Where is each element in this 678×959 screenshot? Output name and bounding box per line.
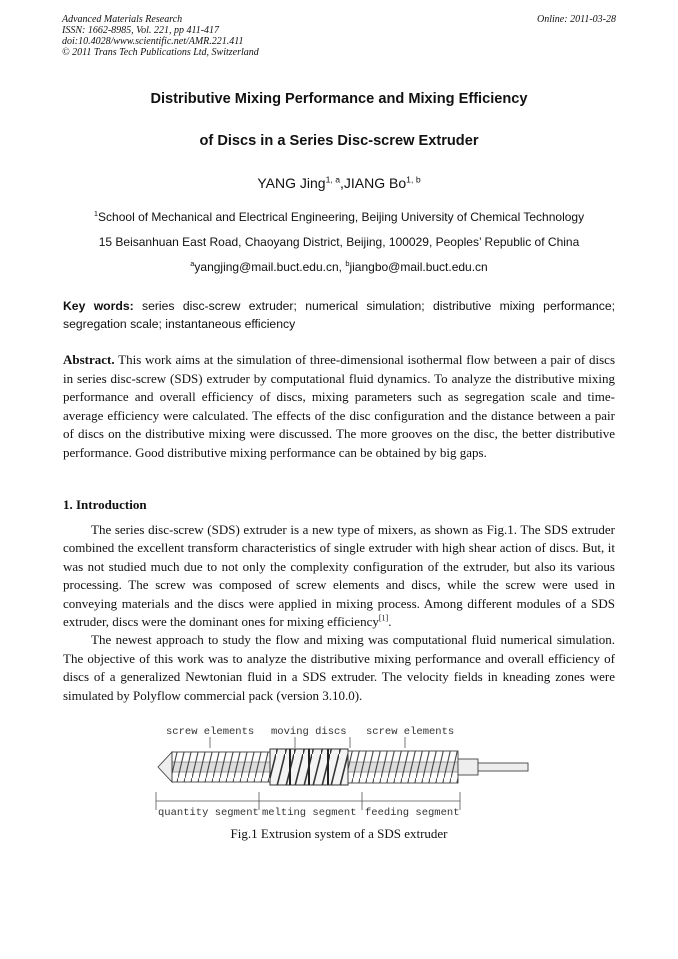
- email-a[interactable]: yangjing@mail.buct.edu.cn,: [194, 260, 346, 274]
- label-screw-elements-left: screw elements: [166, 726, 255, 738]
- label-melting-segment: melting segment: [262, 807, 357, 818]
- doi-line: doi:10.4028/www.scientific.net/AMR.221.411: [62, 36, 244, 47]
- section-heading-introduction: 1. Introduction: [63, 497, 147, 512]
- keywords: [63, 297, 615, 333]
- affiliation-line-1: [0, 210, 678, 224]
- citation-ref-1[interactable]: [1]: [378, 613, 389, 623]
- author-2-name: JIANG Bo: [343, 175, 407, 191]
- author-line: [0, 175, 678, 191]
- abstract-text: This work aims at the simulation of three-dimensional isothermal flow between a pair of discs in series disc-screw (SDS) extruder by computational fluid dynamics. To analyze the distributive mixing performance and overall efficiency of discs, mixing parameters such as segregation scale and time-average efficiency were calculated. The effects of the disc configuration and the distance between a pair of discs on the distributive mixing were discussed. The more grooves on the disc, the better distributive performance. Good distributive mixing performance can be obtained by big gaps.: [63, 352, 615, 460]
- intro-paragraph-1: [63, 521, 615, 631]
- label-moving-discs: moving discs: [271, 726, 347, 738]
- email-line: [0, 260, 678, 274]
- issn-line: ISSN: 1662-8985, Vol. 221, pp 411-417: [62, 25, 220, 36]
- paper-title-line-1: Distributive Mixing Performance and Mixing Efficiency: [150, 91, 528, 107]
- intro-p1-text: The series disc-screw (SDS) extruder is a new type of mixers, as shown as Fig.1. The SDS extruder combined the excellent transform characteristics of single extruder with high shear action of discs. But, it was not studied much due to not only the complexity configuration of the extruder, but also its various processing. The screw was composed of screw elements and discs, while the screw were used in conveying materials and the discs were applied in mixing process. Among different modules of a SDS extruder, discs were the dominant ones for mixing efficiency: [63, 522, 615, 630]
- copyright-line: © 2011 Trans Tech Publications Ltd, Switzerland: [62, 47, 259, 58]
- keywords-text: series disc-screw extruder; numerical simulation; distributive mixing performance; segregation scale; instantaneous efficiency: [63, 299, 615, 331]
- label-screw-elements-right: screw elements: [366, 726, 455, 738]
- extruder-drawing: [150, 718, 540, 818]
- abstract: [63, 351, 615, 463]
- figure-1: [150, 718, 540, 818]
- journal-metadata: [62, 14, 259, 58]
- intro-p1-end: .: [388, 614, 392, 630]
- introduction-body: [63, 521, 615, 705]
- label-quantity-segment: quantity segment: [158, 807, 259, 818]
- figure-1-caption: Fig.1 Extrusion system of a SDS extruder: [230, 826, 448, 841]
- email-b[interactable]: jiangbo@mail.buct.edu.cn: [349, 260, 488, 274]
- author-1-name: YANG Jing: [257, 175, 326, 191]
- paper-title-line-2: of Discs in a Series Disc-screw Extruder: [199, 133, 479, 149]
- affiliation-sup: 1: [93, 209, 99, 218]
- label-feeding-segment: feeding segment: [365, 807, 460, 818]
- email-b-sup: b: [345, 259, 350, 268]
- email-a-sup: a: [190, 259, 195, 268]
- affiliation-line-2: 15 Beisanhuan East Road, Chaoyang District, Beijing, 100029, Peoples’ Republic of China: [98, 235, 580, 249]
- affiliation-text-1: School of Mechanical and Electrical Engineering, Beijing University of Chemical Technology: [98, 210, 585, 224]
- author-2-sup: 1, b: [406, 174, 421, 185]
- abstract-label: Abstract.: [63, 352, 115, 367]
- keywords-label: Key words:: [63, 299, 134, 313]
- author-1-sup: 1, a: [325, 174, 341, 185]
- journal-name: Advanced Materials Research: [62, 14, 183, 25]
- online-date: Online: 2011-03-28: [537, 14, 616, 25]
- intro-paragraph-2: The newest approach to study the flow and mixing was computational fluid numerical simulation. The objective of this work was to analyze the distributive mixing performance and overall efficiency of discs of a generalized Newtonian fluid in a SDS extruder. The velocity fields in kneading zones were simulated by Polyflow commercial pack (version 3.10.0).: [63, 632, 615, 703]
- author-separator: ,: [340, 175, 344, 191]
